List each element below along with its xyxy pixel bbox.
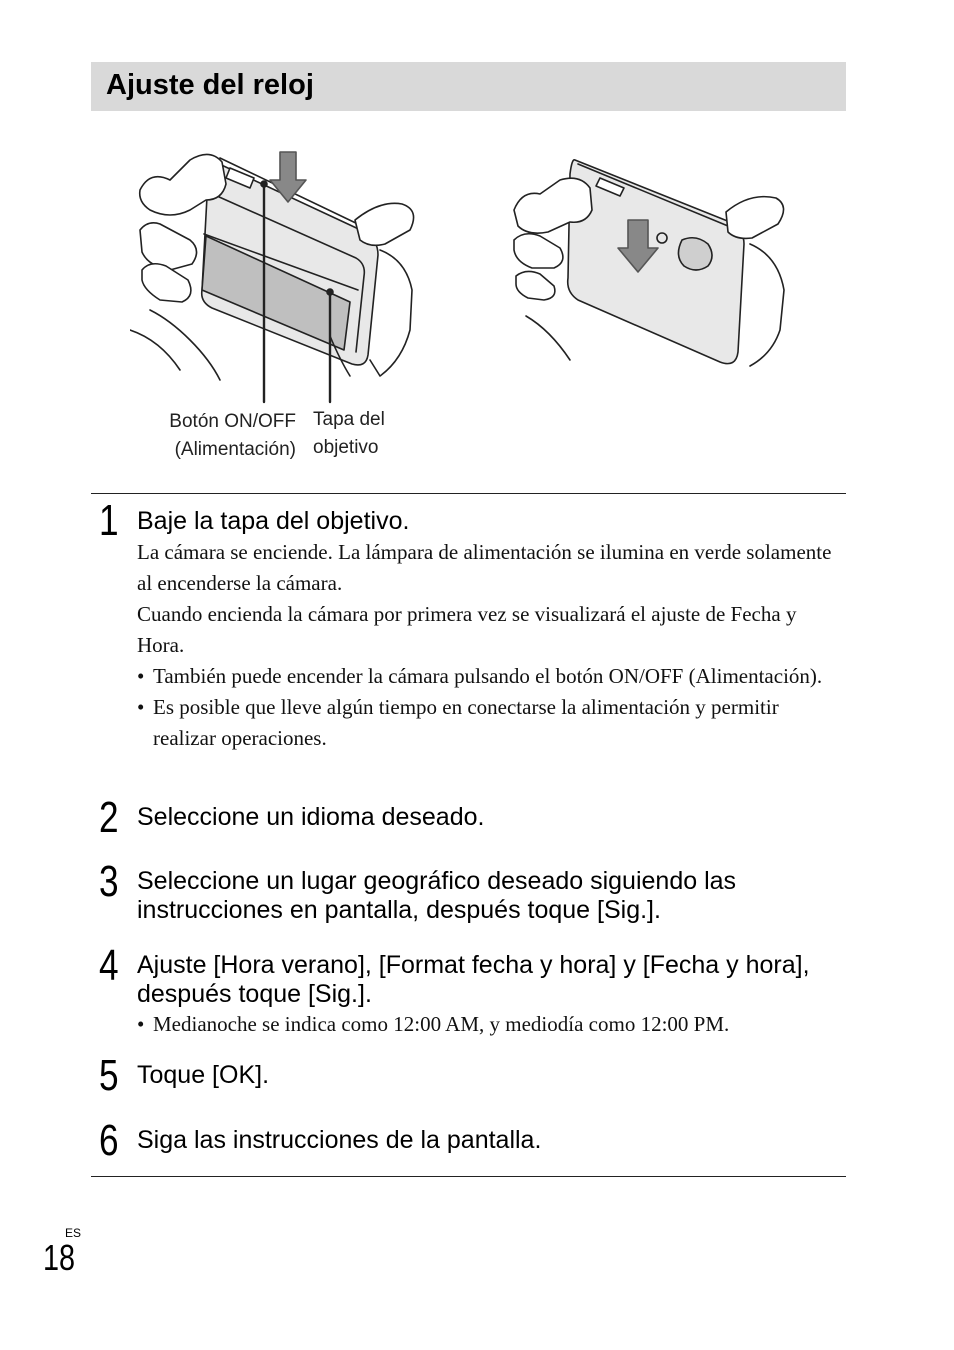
- step-number: 5: [99, 1051, 119, 1100]
- step-number: 2: [99, 793, 119, 842]
- bullet-item: • Es posible que lleve algún tiempo en conectarse la alimentación y permitir realizar operaciones.: [137, 692, 842, 754]
- step-body: [137, 537, 842, 754]
- step-number: 1: [99, 496, 119, 545]
- caption-power-line2: (Alimentación): [174, 439, 296, 460]
- page-language: ES: [65, 1226, 82, 1240]
- step-heading: Toque [OK].: [137, 1061, 270, 1089]
- step-heading: Baje la tapa del objetivo.: [137, 507, 410, 535]
- section-title-bar: [91, 62, 846, 111]
- bullet-item: • También puede encender la cámara pulsando el botón ON/OFF (Alimentación).: [137, 661, 842, 692]
- divider-top: [91, 493, 846, 494]
- section-title: Ajuste del reloj: [106, 69, 314, 101]
- step-body: [137, 1009, 842, 1040]
- step-number: 4: [99, 941, 119, 990]
- caption-power-line1: Botón ON/OFF: [169, 411, 296, 432]
- divider-bottom: [91, 1176, 846, 1177]
- body-paragraph: La cámara se enciende. La lámpara de alimentación se ilumina en verde solamente al encenderse la cámara.: [137, 540, 832, 595]
- step-number: 6: [99, 1116, 119, 1165]
- step-heading: Seleccione un lugar geográfico deseado siguiendo las instrucciones en pantalla, después toque [Sig.].: [137, 867, 737, 924]
- caption-power-button: [146, 408, 296, 464]
- bullet-item: • Medianoche se indica como 12:00 AM, y mediodía como 12:00 PM.: [137, 1009, 842, 1040]
- camera-back-illustration: [514, 160, 784, 366]
- body-paragraph: Cuando encienda la cámara por primera vez se visualizará el ajuste de Fecha y Hora.: [137, 602, 797, 657]
- step-heading: Seleccione un idioma deseado.: [137, 803, 485, 831]
- caption-lens-line2: objetivo: [313, 437, 379, 458]
- step-heading: Siga las instrucciones de la pantalla.: [137, 1126, 542, 1154]
- page-number: 18: [43, 1237, 76, 1278]
- caption-lens-line1: Tapa del: [313, 409, 385, 430]
- camera-front-illustration: [130, 152, 414, 402]
- step-number: 3: [99, 857, 119, 906]
- caption-lens-cover: [313, 406, 385, 462]
- step-heading: Ajuste [Hora verano], [Format fecha y hora] y [Fecha y hora], después toque [Sig.].: [137, 951, 810, 1008]
